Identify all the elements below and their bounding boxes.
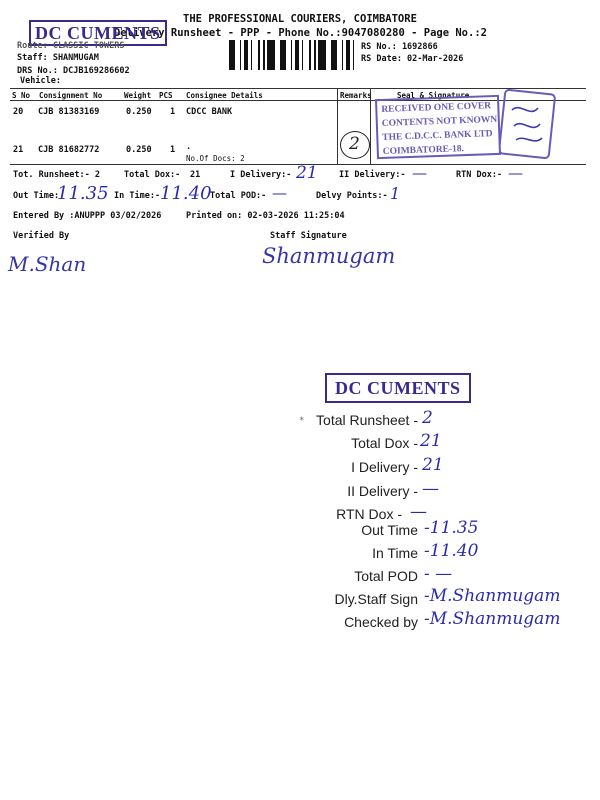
- summary-label-in-time: In Time: [372, 545, 418, 561]
- tot-runsheet: Tot. Runsheet:- 2: [13, 170, 100, 180]
- summary-label-total-dox: Total Dox -: [351, 435, 418, 451]
- rs-date: RS Date: 02-Mar-2026: [361, 54, 464, 64]
- col-sno: S No: [12, 91, 31, 100]
- col-weight: Weight: [124, 91, 152, 100]
- total-pod-value: —: [272, 184, 287, 202]
- summary-label-total-pod: Total POD: [354, 568, 418, 584]
- delvy-points-label: Delvy Points:-: [316, 191, 388, 201]
- summary-value-total-runsheet: 2: [422, 408, 433, 428]
- out-time-label: Out Time:: [13, 191, 60, 201]
- seal-line-3: THE C.D.C.C. BANK LTD: [382, 129, 493, 143]
- summary-value-checked-by: -M.Shanmugam: [424, 609, 561, 629]
- row1-sno: 20: [13, 107, 24, 117]
- out-time-value: 11.35: [57, 183, 109, 204]
- ii-delivery-value: —: [412, 164, 427, 182]
- seal-line-1: RECEIVED ONE COVER: [381, 101, 492, 115]
- rs-number: RS No.: 1692866: [361, 42, 438, 52]
- row1-consignee: CDCC BANK: [186, 107, 233, 117]
- total-pod-label: Total POD:-: [210, 191, 267, 201]
- row2-consignment: CJB 81682772: [38, 145, 100, 155]
- i-delivery-value: 21: [296, 163, 318, 183]
- summary-label-dly-staff-sign: Dly.Staff Sign: [334, 591, 418, 607]
- company-name: THE PROFESSIONAL COURIERS, COIMBATORE: [183, 13, 417, 25]
- in-time-value: 11.40: [160, 183, 212, 204]
- summary-value-in-time: -11.40: [424, 541, 479, 561]
- rtn-dox-label: RTN Dox:-: [456, 170, 503, 180]
- seal-line-2: CONTENTS NOT KNOWN: [381, 114, 498, 129]
- summary-label-checked-by: Checked by: [344, 614, 418, 630]
- summary-label-out-time: Out Time: [361, 522, 418, 538]
- seal-stamp: [375, 95, 501, 159]
- col-consignee: Consignee Details: [186, 91, 263, 100]
- summary-label-total-runsheet: Total Runsheet -: [316, 412, 418, 428]
- ii-delivery-label: II Delivery:-: [339, 170, 406, 180]
- vehicle-text: Vehicle:: [20, 76, 61, 86]
- runsheet-title: Delivery Runsheet - PPP - Phone No.:9047080280 - Page No.:2: [114, 27, 487, 39]
- col-pcs: PCS: [159, 91, 173, 100]
- col-seal: Seal & Signature: [397, 91, 470, 100]
- summary-value-total-pod: - —: [424, 564, 453, 584]
- summary-label-i-delivery: I Delivery -: [351, 459, 418, 475]
- row2-sno: 21: [13, 145, 24, 155]
- row2-consignee: .: [186, 142, 192, 152]
- row2-weight: 0.250: [126, 145, 152, 155]
- documents-stamp-top: DC CUMENTS: [29, 20, 167, 46]
- delvy-points-value: 1: [390, 184, 401, 203]
- verified-by-label: Verified By: [13, 231, 70, 241]
- total-dox-value: 21: [190, 170, 201, 180]
- row1-weight: 0.250: [126, 107, 152, 117]
- summary-label-ii-delivery: II Delivery -: [347, 483, 418, 499]
- col-remarks: Remarks: [340, 91, 372, 100]
- documents-stamp-bottom: DC CUMENTS: [325, 373, 471, 403]
- entered-by: Entered By :ANUPPP 03/02/2026: [13, 211, 162, 221]
- summary-value-total-dox: 21: [420, 431, 442, 451]
- staff-signature: Shanmugam: [262, 244, 396, 268]
- total-dox-label: Total Dox:-: [124, 170, 181, 180]
- i-delivery-label: I Delivery:-: [230, 170, 292, 180]
- verified-signature: M.Shan: [8, 252, 87, 276]
- route-text: Route: CLASSIC TOWERS: [17, 41, 125, 51]
- summary-value-dly-staff-sign: -M.Shanmugam: [424, 586, 561, 606]
- rtn-dox-value: —: [508, 164, 523, 182]
- staff-signature-label: Staff Signature: [270, 231, 347, 241]
- remarks-handwritten: 2: [349, 134, 360, 154]
- summary-label-rtn-dox: RTN Dox -: [336, 506, 402, 522]
- row2-pcs: 1: [170, 145, 176, 155]
- row1-pcs: 1: [170, 107, 176, 117]
- speck-mark: *: [299, 416, 305, 426]
- col-consignment: Consignment No: [39, 91, 103, 100]
- summary-value-ii-delivery: —: [422, 479, 439, 499]
- barcode-image: [229, 40, 357, 70]
- summary-value-out-time: -11.35: [424, 518, 479, 538]
- staff-text: Staff: SHANMUGAM: [17, 53, 99, 63]
- seal-line-4: COIMBATORE-18.: [382, 144, 465, 157]
- row2-docs-count: No.Of Docs: 2: [186, 154, 245, 163]
- printed-on: Printed on: 02-03-2026 11:25:04: [186, 211, 345, 221]
- drs-number: DRS No.: DCJB169286602: [17, 66, 130, 76]
- row1-consignment: CJB 81383169: [38, 107, 100, 117]
- seal-signature-scribble: [500, 88, 556, 160]
- summary-value-i-delivery: 21: [422, 455, 444, 475]
- remarks-col-divider: [337, 88, 338, 164]
- summary-value-rtn-dox: —: [410, 502, 427, 522]
- in-time-label: In Time:-: [114, 191, 161, 201]
